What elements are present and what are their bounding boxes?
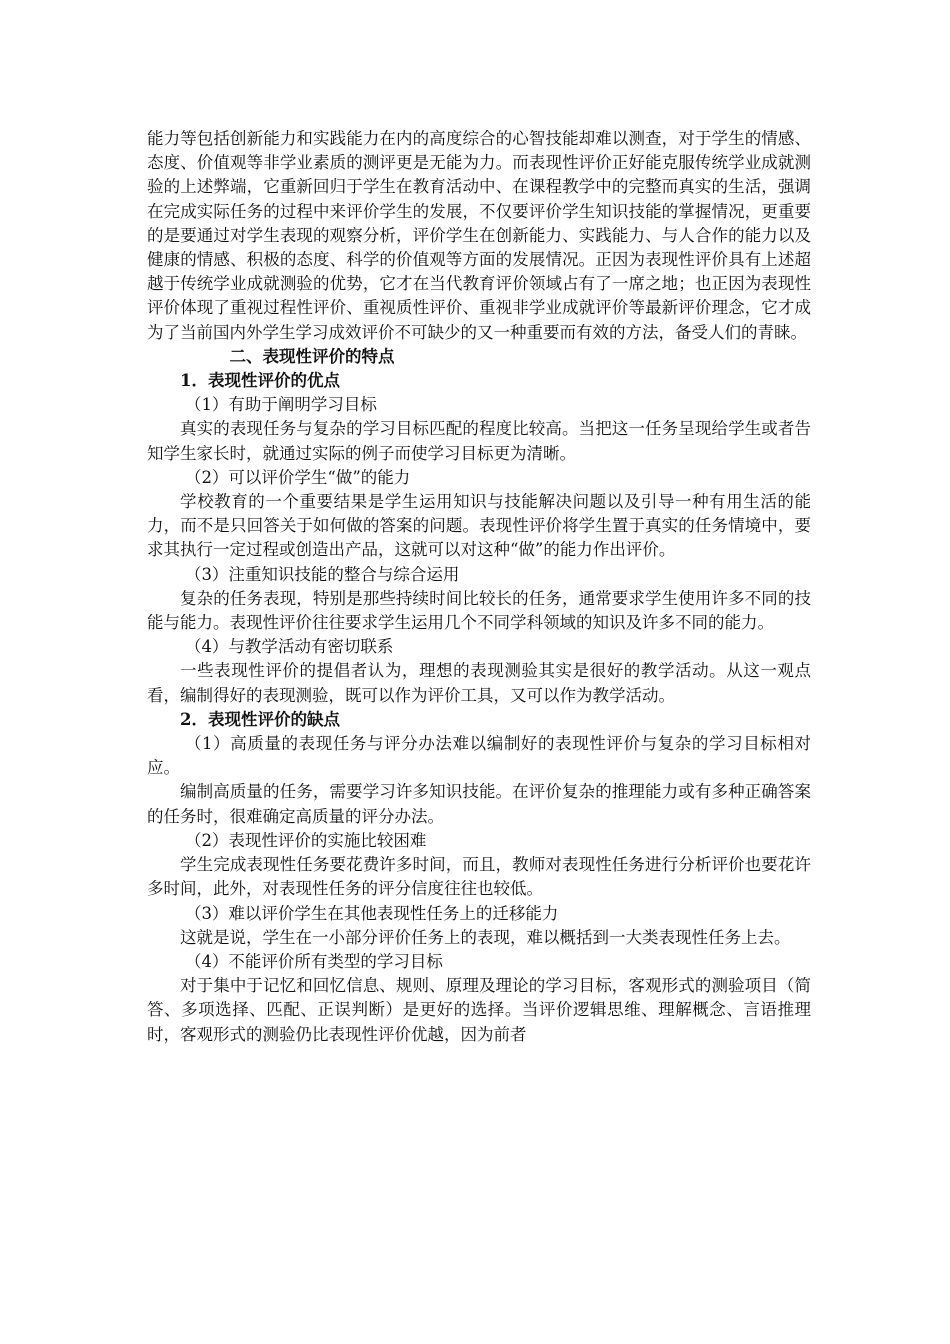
disadvantage-item-1-body: 编制高质量的任务，需要学习许多知识技能。在评价复杂的推理能力或有多种正确答案的任务时，很难确定高质量的评分办法。 <box>147 782 811 826</box>
advantages-heading: 1．表现性评价的优点 <box>180 371 340 391</box>
disadvantage-item-3-title: （3）难以评价学生在其他表现性任务上的迁移能力 <box>184 903 559 923</box>
disadvantage-item-3-body: 这就是说，学生在一小部分评价任务上的表现，难以概括到一大类表现性任务上去。 <box>180 927 791 947</box>
advantage-item-1-title: （1）有助于阐明学习目标 <box>184 395 377 415</box>
disadvantages-heading: 2．表现性评价的缺点 <box>180 709 340 729</box>
disadvantage-item-1-title: （1）高质量的表现任务与评分办法难以编制好的表现性评价与复杂的学习目标相对应。 <box>147 734 811 778</box>
advantage-item-2-body: 学校教育的一个重要结果是学生运用知识与技能解决问题以及引导一种有用生活的能力，而不是只回答关于如何做的答案的问题。表现性评价将学生置于真实的任务情境中，要求其执行一定过程或创造出产品，这就可以对这种“做”的能力作出评价。 <box>147 492 811 560</box>
advantage-item-4-body: 一些表现性评价的提倡者认为，理想的表现测验其实是很好的教学活动。从这一观点看，编制得好的表现测验，既可以作为评价工具，又可以作为教学活动。 <box>147 661 811 705</box>
disadvantage-item-2-body: 学生完成表现性任务要花费许多时间，而且，教师对表现性任务进行分析评价也要花许多时间，此外，对表现性任务的评分信度往往也较低。 <box>147 855 811 899</box>
disadvantage-item-4-title: （4）不能评价所有类型的学习目标 <box>184 951 443 971</box>
section-heading: 二、表现性评价的特点 <box>229 346 395 366</box>
advantage-item-3-title: （3）注重知识技能的整合与综合运用 <box>184 564 460 584</box>
disadvantage-item-2-title: （2）表现性评价的实施比较困难 <box>184 830 427 850</box>
advantage-item-1-body: 真实的表现任务与复杂的学习目标匹配的程度比较高。当把这一任务呈现给学生或者告知学生家长时，就通过实际的例子而使学习目标更为清晰。 <box>147 419 811 463</box>
advantage-item-4-title: （4）与教学活动有密切联系 <box>184 637 394 657</box>
disadvantage-item-4-body: 对于集中于记忆和回忆信息、规则、原理及理论的学习目标，客观形式的测验项目（简答、多项选择、匹配、正误判断）是更好的选择。当评价逻辑思维、理解概念、言语推理时，客观形式的测验仍比表现性评价优越，因为前者 <box>147 976 811 1044</box>
intro-paragraph: 能力等包括创新能力和实践能力在内的高度综合的心智技能却难以测查，对于学生的情感、态度、价值观等非学业素质的测评更是无能为力。而表现性评价正好能克服传统学业成就测验的上述弊端，它重新回归于学生在教育活动中、在课程教学中的完整而真实的生活，强调在完成实际任务的过程中来评价学生的发展，不仅要评价学生知识技能的掌握情况，更重要的是要通过对学生表现的观察分析，评价学生在创新能力、实践能力、与人合作的能力以及健康的情感、积极的态度、科学的价值观等方面的发展情况。正因为表现性评价具有上述超越于传统学业成就测验的优势，它才在当代教育评价领域占有了一席之地；也正因为表现性评价体现了重视过程性评价、重视质性评价、重视非学业成就评价等最新评价理念，它才成为了当前国内外学生学习成效评价不可缺少的又一种重要而有效的方法，备受人们的青睐。 <box>147 129 811 342</box>
advantage-item-3-body: 复杂的任务表现，特别是那些持续时间比较长的任务，通常要求学生使用许多不同的技能与能力。表现性评价往往要求学生运用几个不同学科领域的知识及许多不同的能力。 <box>147 588 811 633</box>
document-page <box>147 127 811 1047</box>
advantage-item-2-title: （2）可以评价学生“做”的能力 <box>184 467 411 487</box>
